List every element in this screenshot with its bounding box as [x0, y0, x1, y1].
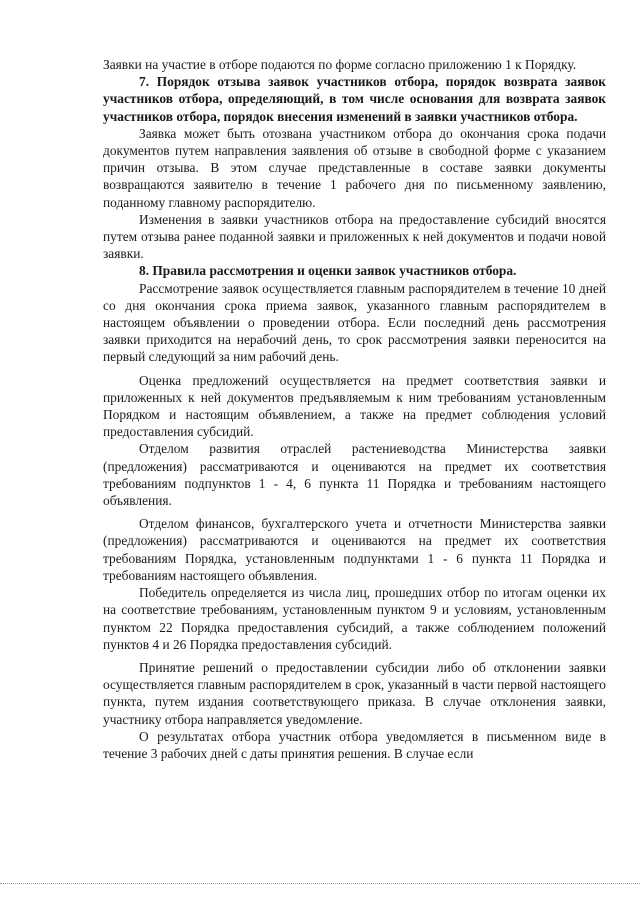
paragraph-review-period: Рассмотрение заявок осуществляется главным распорядителем в течение 10 дней со дня окончания срока приема заявок, указанного главным распорядителем в настоящем объявлении о проведении отбора. Если последний день рассмотрения заявки приходится на нерабочий день, то срок рассмотрения заявки переносится на первый следующий за ним рабочий день. — [103, 280, 606, 365]
paragraph-withdrawal: Заявка может быть отозвана участником отбора до окончания срока подачи документов путем направления заявления об отзыве в свободной форме с указанием причин отзыва. В этом случае представленные в составе заявки документы возвращаются заявителю в течение 1 рабочего дня по письменному заявлению, поданному главному распорядителю. — [103, 125, 606, 210]
paragraph-crop-department: Отделом развития отраслей растениеводства Министерства заявки (предложения) рассматриваются и оцениваются на предмет их соответствия требованиям подпунктов 1 - 4, 6 пункта 11 Порядка и требованиям настоящего объявления. — [103, 441, 606, 509]
paragraph-notification: О результатах отбора участник отбора уведомляется в письменном виде в течение 3 рабочих дней с даты принятия решения. В случае если — [103, 728, 606, 761]
paragraph-winner: Победитель определяется из числа лиц, прошедших отбор по итогам оценки их на соответствие требованиям, установленным пунктом 9 и условиям, установленным пунктом 22 Порядка предоставления субсидий, а также соблюдением положений пунктов 4 и 26 Порядка предоставления субсидий. — [103, 585, 606, 652]
paragraph-changes: Изменения в заявки участников отбора на предоставление субсидий вносятся путем отзыва ранее поданной заявки и приложенных к ней документов и подачи новой заявки. — [103, 211, 606, 262]
paragraph-finance-department: Отделом финансов, бухгалтерского учета и отчетности Министерства заявки (предложения) рассматриваются и оцениваются на предмет их соответствия требованиям Порядка, установленным подпунктами 1 - 6 пункта 11 Порядка и требованиям настоящего объявления. — [103, 516, 606, 583]
paragraph-decision: Принятие решений о предоставлении субсидии либо об отклонении заявки осуществляется главным распорядителем в срок, указанный в части первой настоящего пункта, путем издания соответствующего приказа. В случае отклонения заявки, участнику отбора направляется уведомление. — [103, 659, 606, 727]
section-7-heading: 7. Порядок отзыва заявок участников отбора, порядок возврата заявок участников отбора, определяющий, в том числе основания для возврата заявок участников отбора, порядок внесения изменений в заявки участников отбора. — [103, 74, 606, 124]
section-8-heading: 8. Правила рассмотрения и оценки заявок участников отбора. — [139, 263, 517, 279]
paragraph-submission-form: Заявки на участие в отборе подаются по форме согласно приложению 1 к Порядку. — [103, 57, 577, 72]
document-page — [103, 56, 606, 762]
paragraph-evaluation: Оценка предложений осуществляется на предмет соответствия заявки и приложенных к ней документов предъявляемым к ним требованиям установленным Порядком и настоящим объявлением, а также на предмет соблюдения условий предоставления субсидий. — [103, 372, 606, 440]
page-bottom-divider — [0, 883, 640, 884]
